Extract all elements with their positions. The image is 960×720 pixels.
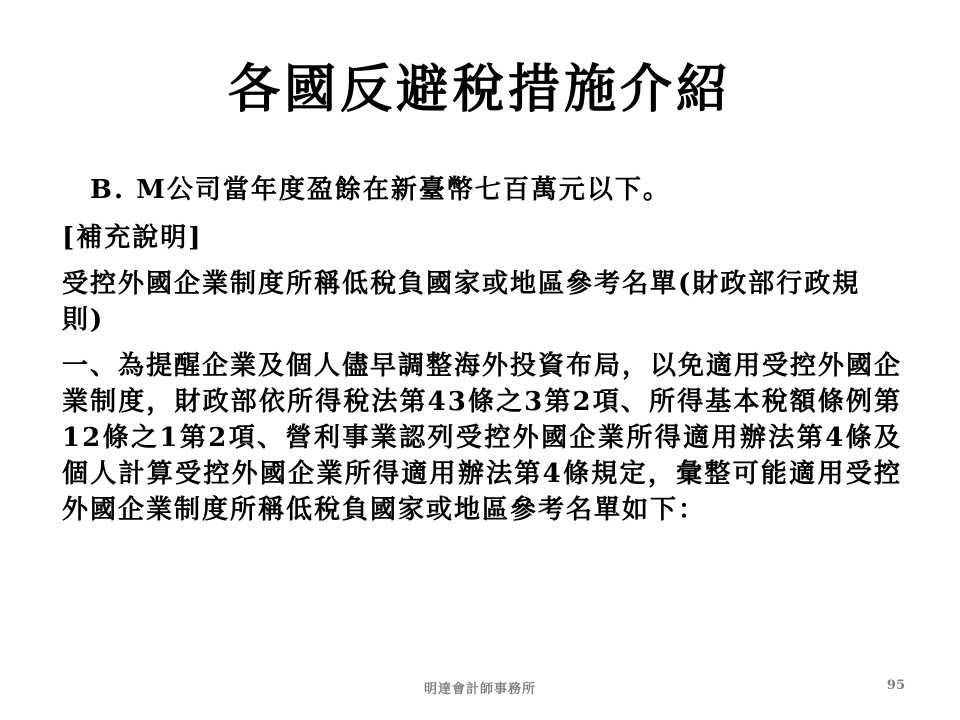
slide-title: 各國反避稅措施介紹 [227,59,732,120]
point-b: B. M公司當年度盈餘在新臺幣七百萬元以下。 [90,175,671,205]
supplement-heading: [補充說明] [62,223,203,253]
source-list-title: 受控外國企業制度所稱低稅負國家或地區參考名單(財政部行政規則) [62,269,861,335]
footer-firm-name: 明達會計師事務所 [423,682,536,697]
body-paragraph: 一、為提醒企業及個人儘早調整海外投資布局，以免適用受控外國企業制度，財政部依所得稅法第43條之3第2項、所得基本稅額條例第12條之1第2項、營利事業認列受控外國企業所得適用辦法第4條及個人計算受控外國企業所得適用辦法第4條規定，彙整可能適用受控外國企業制度所稱低稅負國家或地區參考名單如下： [62,351,903,525]
slide-content [62,172,902,528]
page-number: 95 [886,678,905,693]
